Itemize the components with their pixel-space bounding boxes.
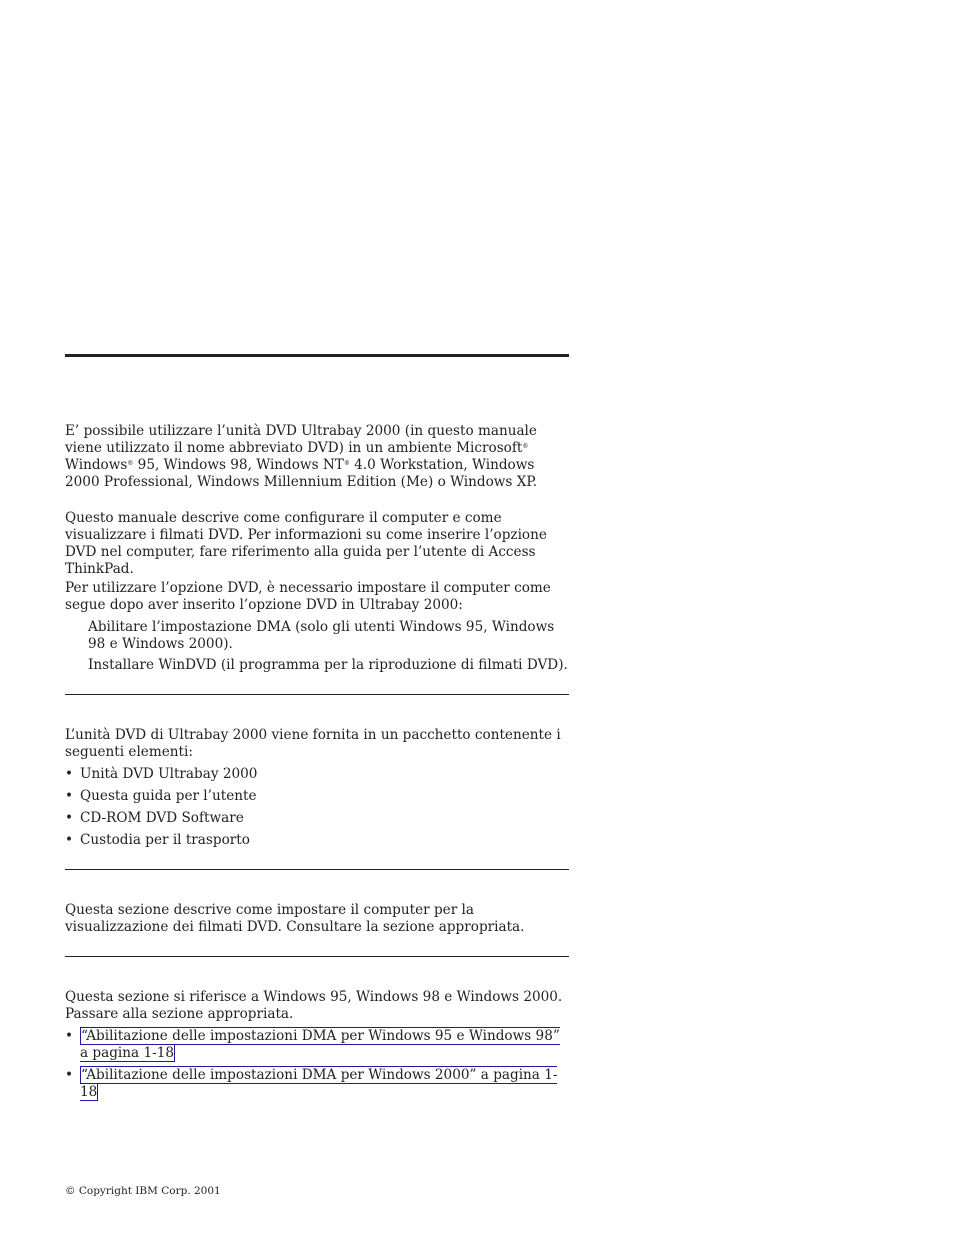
intro-paragraph-2 <box>65 510 569 578</box>
section-rule <box>65 869 569 870</box>
registered-mark: ® <box>127 460 134 467</box>
package-text: L’unità DVD di Ultrabay 2000 viene fornita in un pacchetto contenente i seguenti elementi: <box>65 727 561 760</box>
package-paragraph <box>65 727 569 761</box>
bullet: • <box>65 766 74 782</box>
chapter-rule <box>65 354 569 357</box>
package-list <box>65 766 569 849</box>
intro-paragraph-1 <box>65 423 569 491</box>
list-item: • Custodia per il trasporto <box>65 832 250 848</box>
dma-link-list <box>65 1028 569 1106</box>
list-item <box>65 1028 569 1062</box>
registered-mark: ® <box>343 460 350 467</box>
bullet: • <box>65 1028 74 1044</box>
bullet: • <box>65 832 74 848</box>
section-rule <box>65 694 569 695</box>
list-item: • CD-ROM DVD Software <box>65 810 244 826</box>
intro-text-b: Windows <box>65 457 128 473</box>
list-item: • Questa guida per l’utente <box>65 788 257 804</box>
intro-text-2: Questo manuale descrive come configurare il computer e come visualizzare i filmati DVD. Per informazioni su come inserire l’opzione DVD nel computer, fare riferimento alla guida per l’utente di Access ThinkPad. <box>65 510 547 577</box>
section-rule <box>65 956 569 957</box>
copyright-footer: © Copyright IBM Corp. 2001 <box>65 1185 221 1197</box>
bullet: • <box>65 810 74 826</box>
setup-paragraph <box>65 902 569 936</box>
registered-mark: ® <box>522 443 529 450</box>
intro-text-3: Per utilizzare l’opzione DVD, è necessario impostare il computer come segue dopo aver inserito l’opzione DVD in Ultrabay 2000: <box>65 580 551 613</box>
dma-win2000-link[interactable]: “Abilitazione delle impostazioni DMA per Windows 2000” a pagina 1-18 <box>80 1067 558 1100</box>
setup-text: Questa sezione descrive come impostare il computer per la visualizzazione dei filmati DVD. Consultare la sezione appropriata. <box>65 902 525 935</box>
list-item <box>65 1067 569 1101</box>
dma-text: Questa sezione si riferisce a Windows 95, Windows 98 e Windows 2000. Passare alla sezione appropriata. <box>65 989 563 1022</box>
bullet: • <box>65 788 74 804</box>
setup-step-2 <box>65 657 569 674</box>
dma-win95-98-link[interactable]: “Abilitazione delle impostazioni DMA per Windows 95 e Windows 98” a pagina 1-18 <box>80 1028 560 1061</box>
intro-text-d: 4.0 Workstation, Windows 2000 Professional, Windows Millennium Edition (Me) o Windows XP. <box>65 457 538 490</box>
intro-paragraph-3 <box>65 580 569 614</box>
intro-text-c: 95, Windows 98, Windows NT <box>137 457 344 473</box>
list-item: • Unità DVD Ultrabay 2000 <box>65 766 258 782</box>
dma-paragraph <box>65 989 569 1023</box>
intro-text-a: E’ possibile utilizzare l’unità DVD Ultrabay 2000 (in questo manuale viene utilizzato il nome abbreviato DVD) in un ambiente Microsoft <box>65 423 537 456</box>
step-2-text: Installare WinDVD (il programma per la riproduzione di filmati DVD). <box>88 657 568 673</box>
bullet: • <box>65 1067 74 1083</box>
step-1-text: Abilitare l’impostazione DMA (solo gli utenti Windows 95, Windows 98 e Windows 2000). <box>88 619 555 652</box>
setup-step-1 <box>65 619 569 653</box>
